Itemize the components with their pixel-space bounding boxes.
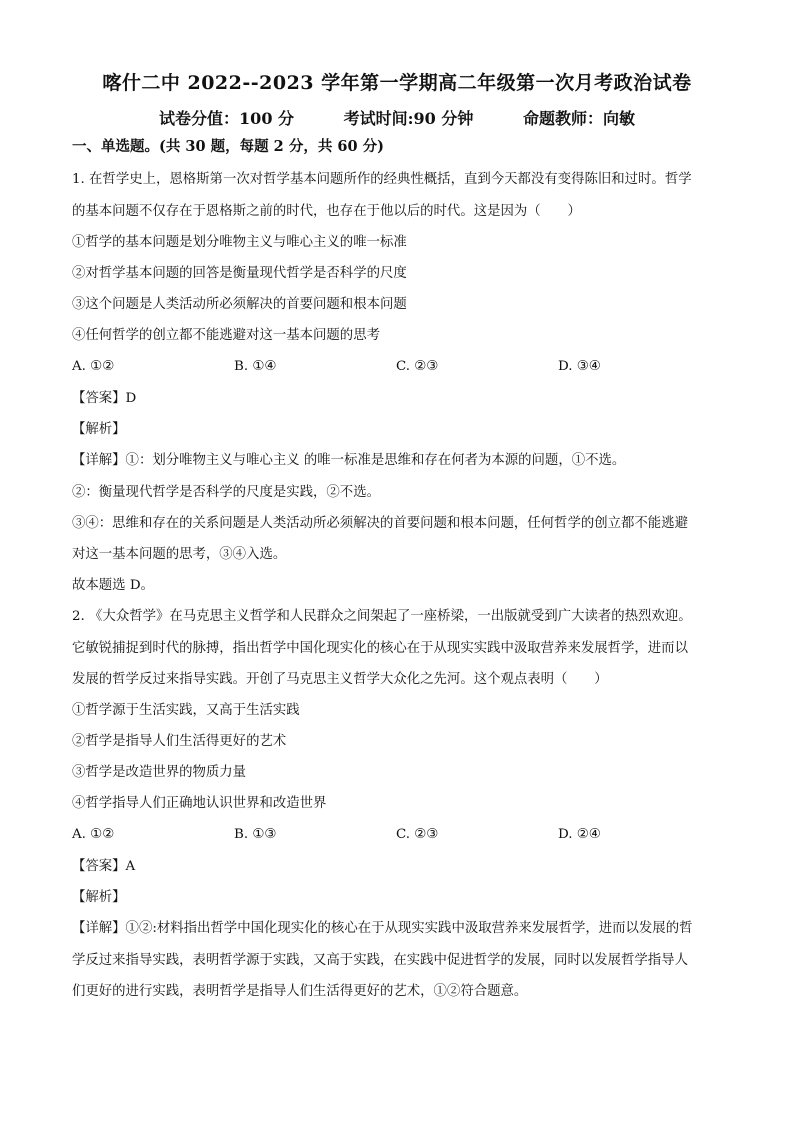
q2-option-a: A. ①② <box>72 827 115 842</box>
q2-stem-line-2: 它敏锐捕捉到时代的脉搏，指出哲学中国化现实化的核心在于从现实实践中汲取营养来发展哲学，进而以 <box>72 641 688 656</box>
exam-title: 喀什二中 2022--2023 学年第一学期高二年级第一次月考政治试卷 <box>102 72 692 94</box>
q1-option-b: B. ①④ <box>234 359 277 374</box>
q1-stem-line-1: 1. 在哲学史上，恩格斯第一次对哲学基本问题所作的经典性概括，直到今天都没有变得陈旧和过时。哲学 <box>72 172 692 187</box>
q1-option-c: C. ②③ <box>396 359 439 374</box>
q1-detail-3: ③④：思维和存在的关系问题是人类活动所必须解决的首要问题和根本问题，任何哲学的创立都不能逃避 <box>72 516 688 531</box>
q2-option-d: D. ②④ <box>558 827 601 842</box>
q1-detail-4: 对这一基本问题的思考，③④入选。 <box>72 547 287 562</box>
q2-item-2: ②哲学是指导人们生活得更好的艺术 <box>72 734 287 749</box>
q2-option-c: C. ②③ <box>396 827 439 842</box>
exam-teacher: 命题教师：向敏 <box>522 109 635 128</box>
q2-stem-line-3: 发展的哲学反过来指导实践。开创了马克思主义哲学大众化之先河。这个观点表明（ ） <box>72 672 608 687</box>
q2-item-1: ①哲学源于生活实践，又高于生活实践 <box>72 703 300 718</box>
q2-item-4: ④哲学指导人们正确地认识世界和改造世界 <box>72 796 327 811</box>
q2-detail-3: 们更好的进行实践，表明哲学是指导人们生活得更好的艺术，①②符合题意。 <box>72 984 528 999</box>
q2-item-3: ③哲学是改造世界的物质力量 <box>72 765 247 780</box>
q2-detail-2: 学反过来指导实践，表明哲学源于实践，又高于实践，在实践中促进哲学的发展，同时以发展哲学指导人 <box>72 953 688 968</box>
q1-stem-line-2: 的基本问题不仅存在于恩格斯之前的时代，也存在于他以后的时代。这是因为（ ） <box>72 204 581 219</box>
q1-item-4: ④任何哲学的创立都不能逃避对这一基本问题的思考 <box>72 328 380 343</box>
q1-option-a: A. ①② <box>72 359 115 374</box>
q2-detail-1: 【详解】①②:材料指出哲学中国化现实化的核心在于从现实实践中汲取营养来发展哲学，进而以发展的哲 <box>72 921 693 936</box>
q2-answer: 【答案】A <box>72 859 136 874</box>
q1-item-2: ②对哲学基本问题的回答是衡量现代哲学是否科学的尺度 <box>72 266 407 281</box>
q1-detail-1: 【详解】①：划分唯物主义与唯心主义 的唯一标准是思维和存在何者为本源的问题，①不选。 <box>72 453 626 468</box>
q2-analysis-label: 【解析】 <box>72 890 126 905</box>
q1-conclusion: 故本题选 D。 <box>72 578 154 593</box>
exam-score: 试卷分值：100 分 <box>159 109 295 128</box>
q1-detail-2: ②：衡量现代哲学是否科学的尺度是实践，②不选。 <box>72 485 380 500</box>
q2-stem-line-1: 2. 《大众哲学》在马克思主义哲学和人民群众之间架起了一座桥梁，一出版就受到广大读者的热烈欢迎。 <box>72 609 692 624</box>
q2-option-b: B. ①③ <box>234 827 277 842</box>
q1-item-1: ①哲学的基本问题是划分唯物主义与唯心主义的唯一标准 <box>72 235 407 250</box>
exam-time: 考试时间:90 分钟 <box>343 109 474 128</box>
q1-answer: 【答案】D <box>72 391 137 406</box>
q1-analysis-label: 【解析】 <box>72 422 126 437</box>
exam-meta <box>0 106 794 129</box>
q1-option-d: D. ③④ <box>558 359 601 374</box>
q1-item-3: ③这个问题是人类活动所必须解决的首要问题和根本问题 <box>72 297 407 312</box>
section-heading: 一、单选题。(共 30 题，每题 2 分，共 60 分) <box>72 138 384 155</box>
